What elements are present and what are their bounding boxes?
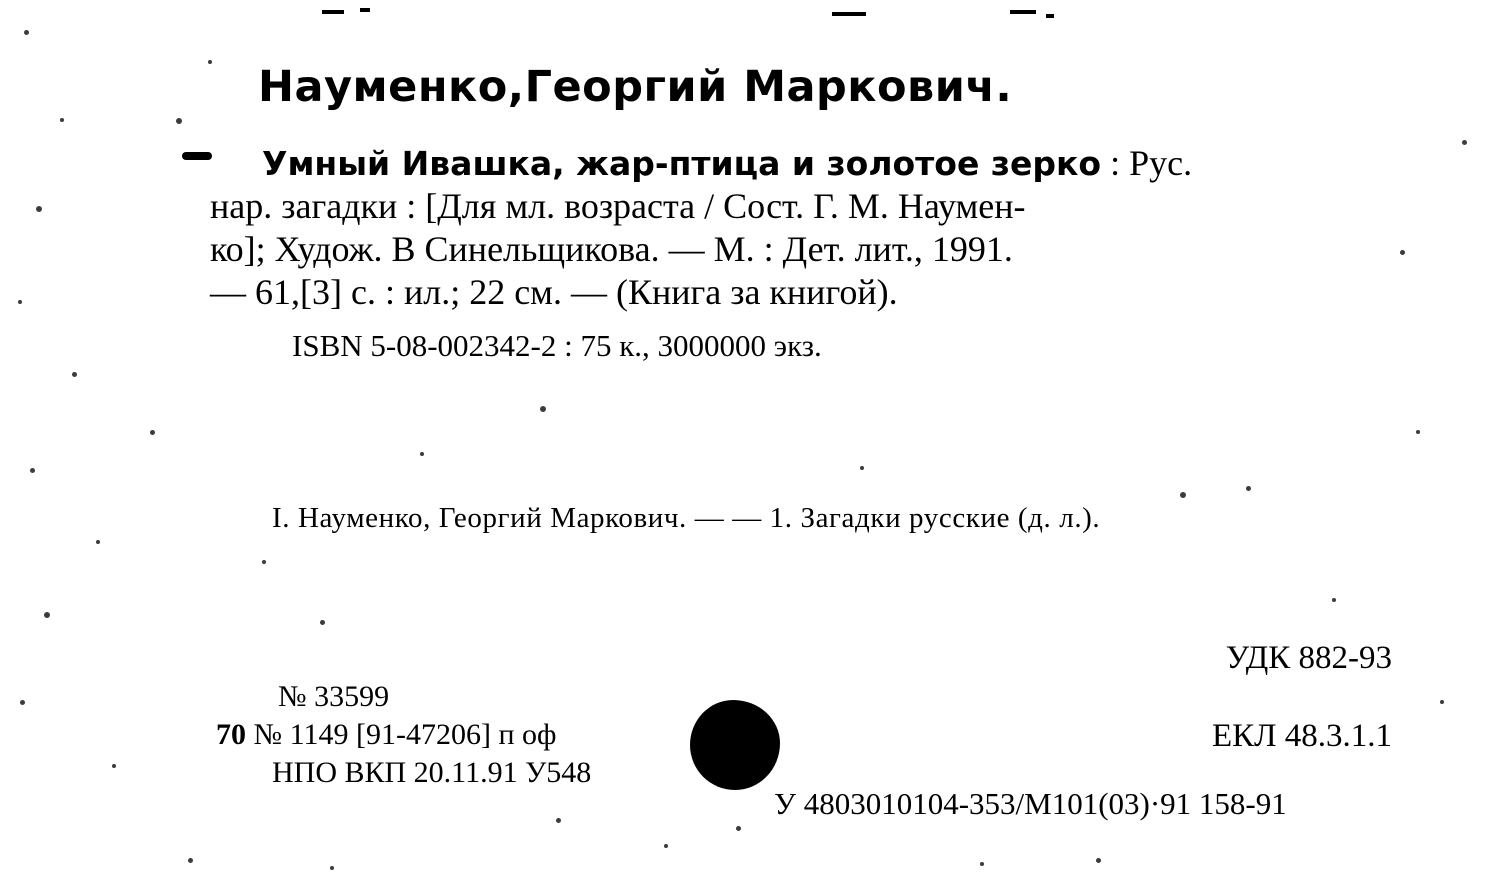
order-prefix: 70: [216, 718, 246, 751]
edge-tick: [832, 12, 866, 16]
edge-tick: [182, 152, 212, 160]
edge-tick: [322, 10, 344, 14]
edge-tick: [1046, 14, 1054, 18]
accession-block: [216, 678, 591, 792]
edge-tick: [1010, 10, 1036, 14]
order-number: № 1149 [91-47206] п оф: [253, 718, 557, 751]
tracings-line: I. Науменко, Георгий Маркович. — — 1. Загадки русские (д. л.).: [272, 502, 1101, 534]
printing-office-line: НПО ВКП 20.11.91 У548: [272, 756, 592, 789]
description-line-4: — 61,[3] с. : ил.; 22 см. — (Книга за книгой).: [210, 272, 898, 312]
accession-number: № 33599: [278, 680, 390, 713]
title-proper: Умный Ивашка, жар-птица и золотое зерко: [262, 144, 1102, 183]
description-line-3: ко]; Худож. В Синельщикова. — М. : Дет. лит., 1991.: [210, 229, 1013, 269]
author-heading: Науменко,Георгий Маркович.: [258, 62, 1013, 112]
edge-tick: [360, 8, 370, 12]
ekl-classification: ЕКЛ 48.3.1.1: [1211, 718, 1392, 754]
title-statement-line: [210, 142, 1390, 185]
bibliographic-description: [210, 142, 1390, 314]
isbn-line: ISBN 5-08-002342-2 : 75 к., 3000000 экз.: [292, 328, 822, 363]
title-remainder: : Рус.: [1101, 143, 1193, 183]
description-line-2: нар. загадки : [Для мл. возраста / Сост. Г. М. Наумен-: [210, 186, 1026, 226]
ink-blot: [690, 700, 780, 790]
publisher-code: У 4803010104-353/М101(03)·91 158-91: [774, 786, 1287, 821]
udk-classification: УДК 882-93: [1225, 640, 1392, 676]
order-number-line: [216, 716, 591, 754]
